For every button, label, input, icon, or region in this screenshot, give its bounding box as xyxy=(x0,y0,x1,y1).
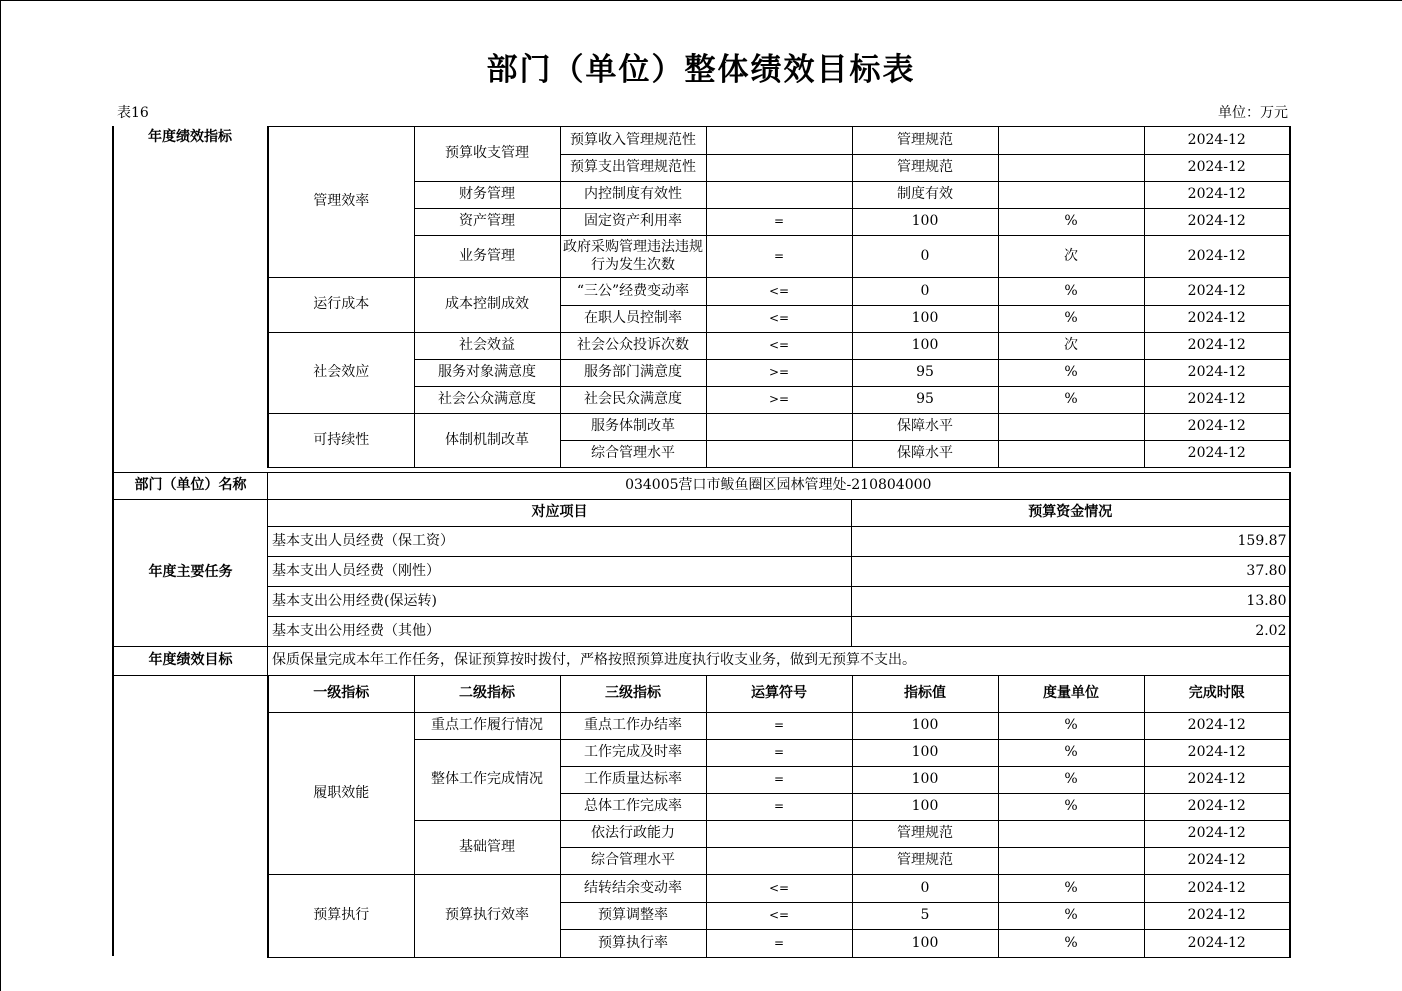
l2-cell: 基础管理 xyxy=(414,821,560,875)
unit-cell: % xyxy=(998,209,1144,236)
deadline-cell: 2024-12 xyxy=(1144,740,1290,767)
task-budget: 2.02 xyxy=(852,617,1290,647)
unit-cell: % xyxy=(998,278,1144,306)
deadline-cell: 2024-12 xyxy=(1144,821,1290,848)
operator-cell: >= xyxy=(706,387,852,414)
deadline-cell: 2024-12 xyxy=(1144,848,1290,875)
l3-cell: 在职人员控制率 xyxy=(560,306,706,333)
l3-cell: 综合管理水平 xyxy=(560,441,706,468)
tasks-header-item: 对应项目 xyxy=(268,500,852,527)
l3-cell: 工作质量达标率 xyxy=(560,767,706,794)
operator-cell xyxy=(706,127,852,155)
unit-cell: 次 xyxy=(998,236,1144,278)
unit-cell: % xyxy=(998,306,1144,333)
unit-cell: % xyxy=(998,387,1144,414)
value-cell: 制度有效 xyxy=(852,182,998,209)
bottom-indicator-table xyxy=(267,675,1291,958)
l2-cell: 财务管理 xyxy=(414,182,560,209)
unit-cell xyxy=(998,127,1144,155)
l3-cell: 工作完成及时率 xyxy=(560,740,706,767)
l3-cell: 综合管理水平 xyxy=(560,848,706,875)
value-cell: 管理规范 xyxy=(852,155,998,182)
l3-cell: 重点工作办结率 xyxy=(560,713,706,740)
l3-cell: 预算收入管理规范性 xyxy=(560,127,706,155)
operator-cell: = xyxy=(706,740,852,767)
unit-label: 单位：万元 xyxy=(1218,105,1288,121)
annual-goal-text: 保质保量完成本年工作任务，保证预算按时拨付，严格按照预算进度执行收支业务，做到无预算不支出。 xyxy=(268,647,1290,676)
value-cell: 5 xyxy=(852,903,998,930)
dept-name-label: 部门（单位）名称 xyxy=(114,473,268,500)
value-cell: 0 xyxy=(852,236,998,278)
value-cell: 管理规范 xyxy=(852,848,998,875)
l3-cell: 总体工作完成率 xyxy=(560,794,706,821)
task-budget: 37.80 xyxy=(852,557,1290,587)
unit-cell: % xyxy=(998,740,1144,767)
task-budget: 159.87 xyxy=(852,527,1290,557)
l3-cell: 服务体制改革 xyxy=(560,414,706,441)
header-value: 指标值 xyxy=(852,676,998,713)
l2-cell: 成本控制成效 xyxy=(414,278,560,333)
value-cell: 100 xyxy=(852,333,998,360)
deadline-cell: 2024-12 xyxy=(1144,875,1290,903)
l1-cell: 可持续性 xyxy=(268,414,414,468)
operator-cell: = xyxy=(706,930,852,958)
deadline-cell: 2024-12 xyxy=(1144,306,1290,333)
unit-cell: % xyxy=(998,713,1144,740)
operator-cell xyxy=(706,848,852,875)
frame-line-left xyxy=(0,0,1,991)
deadline-cell: 2024-12 xyxy=(1144,794,1290,821)
operator-cell xyxy=(706,155,852,182)
unit-cell xyxy=(998,848,1144,875)
task-item: 基本支出人员经费（保工资） xyxy=(268,527,852,557)
l3-cell: 预算执行率 xyxy=(560,930,706,958)
header-operator: 运算符号 xyxy=(706,676,852,713)
l2-cell: 重点工作履行情况 xyxy=(414,713,560,740)
unit-cell: % xyxy=(998,930,1144,958)
operator-cell xyxy=(706,182,852,209)
value-cell: 管理规范 xyxy=(852,127,998,155)
unit-cell xyxy=(998,441,1144,468)
tasks-header-budget: 预算资金情况 xyxy=(852,500,1290,527)
l3-cell: 结转结余变动率 xyxy=(560,875,706,903)
l3-cell: 预算支出管理规范性 xyxy=(560,155,706,182)
operator-cell: = xyxy=(706,236,852,278)
operator-cell: <= xyxy=(706,278,852,306)
l2-cell: 社会公众满意度 xyxy=(414,387,560,414)
l1-cell: 履职效能 xyxy=(268,713,414,875)
value-cell: 0 xyxy=(852,875,998,903)
l3-cell: 服务部门满意度 xyxy=(560,360,706,387)
task-item: 基本支出公用经费(保运转) xyxy=(268,587,852,617)
l3-cell: 内控制度有效性 xyxy=(560,182,706,209)
operator-cell xyxy=(706,441,852,468)
deadline-cell: 2024-12 xyxy=(1144,360,1290,387)
table-number: 表16 xyxy=(117,105,149,121)
deadline-cell: 2024-12 xyxy=(1144,903,1290,930)
operator-cell: <= xyxy=(706,903,852,930)
operator-cell: = xyxy=(706,794,852,821)
task-item: 基本支出人员经费（刚性） xyxy=(268,557,852,587)
unit-cell: % xyxy=(998,360,1144,387)
header-level2: 二级指标 xyxy=(414,676,560,713)
deadline-cell: 2024-12 xyxy=(1144,127,1290,155)
value-cell: 100 xyxy=(852,794,998,821)
l1-cell: 社会效应 xyxy=(268,333,414,414)
dept-name-value: 034005营口市鲅鱼圈区园林管理处-210804000 xyxy=(268,473,1290,500)
unit-cell xyxy=(998,182,1144,209)
value-cell: 保障水平 xyxy=(852,414,998,441)
deadline-cell: 2024-12 xyxy=(1144,182,1290,209)
value-cell: 100 xyxy=(852,767,998,794)
l2-cell: 整体工作完成情况 xyxy=(414,740,560,821)
unit-cell: % xyxy=(998,794,1144,821)
task-item: 基本支出公用经费（其他） xyxy=(268,617,852,647)
deadline-cell: 2024-12 xyxy=(1144,414,1290,441)
l3-cell: 依法行政能力 xyxy=(560,821,706,848)
deadline-cell: 2024-12 xyxy=(1144,713,1290,740)
l1-cell: 管理效率 xyxy=(268,127,414,278)
dept-info-table xyxy=(113,472,1291,676)
page-title: 部门（单位）整体绩效目标表 xyxy=(486,52,916,88)
l3-cell: 预算调整率 xyxy=(560,903,706,930)
operator-cell: <= xyxy=(706,306,852,333)
operator-cell: <= xyxy=(706,333,852,360)
l2-cell: 社会效益 xyxy=(414,333,560,360)
value-cell: 管理规范 xyxy=(852,821,998,848)
l3-cell: 固定资产利用率 xyxy=(560,209,706,236)
unit-cell: % xyxy=(998,767,1144,794)
main-tasks-label: 年度主要任务 xyxy=(114,500,268,647)
l2-cell: 预算收支管理 xyxy=(414,127,560,182)
deadline-cell: 2024-12 xyxy=(1144,155,1290,182)
header-unit: 度量单位 xyxy=(998,676,1144,713)
l2-cell: 体制机制改革 xyxy=(414,414,560,468)
value-cell: 95 xyxy=(852,360,998,387)
task-budget: 13.80 xyxy=(852,587,1290,617)
deadline-cell: 2024-12 xyxy=(1144,333,1290,360)
operator-cell: = xyxy=(706,713,852,740)
unit-cell: 次 xyxy=(998,333,1144,360)
l3-cell: 政府采购管理违法违规行为发生次数 xyxy=(560,236,706,278)
operator-cell xyxy=(706,414,852,441)
unit-cell: % xyxy=(998,903,1144,930)
operator-cell: = xyxy=(706,209,852,236)
header-level1: 一级指标 xyxy=(268,676,414,713)
l1-cell: 运行成本 xyxy=(268,278,414,333)
top-indicator-table xyxy=(267,126,1291,468)
operator-cell xyxy=(706,821,852,848)
deadline-cell: 2024-12 xyxy=(1144,930,1290,958)
value-cell: 100 xyxy=(852,713,998,740)
value-cell: 保障水平 xyxy=(852,441,998,468)
l3-cell: “三公”经费变动率 xyxy=(560,278,706,306)
unit-cell xyxy=(998,155,1144,182)
value-cell: 100 xyxy=(852,740,998,767)
operator-cell: >= xyxy=(706,360,852,387)
l2-cell: 预算执行效率 xyxy=(414,875,560,958)
deadline-cell: 2024-12 xyxy=(1144,278,1290,306)
l2-cell: 资产管理 xyxy=(414,209,560,236)
unit-cell: % xyxy=(998,875,1144,903)
unit-cell xyxy=(998,414,1144,441)
header-level3: 三级指标 xyxy=(560,676,706,713)
l2-cell: 业务管理 xyxy=(414,236,560,278)
operator-cell: <= xyxy=(706,875,852,903)
deadline-cell: 2024-12 xyxy=(1144,387,1290,414)
operator-cell: = xyxy=(706,767,852,794)
l3-cell: 社会民众满意度 xyxy=(560,387,706,414)
annual-goal-label: 年度绩效目标 xyxy=(114,647,268,676)
deadline-cell: 2024-12 xyxy=(1144,209,1290,236)
annual-indicators-label: 年度绩效指标 xyxy=(148,129,232,145)
deadline-cell: 2024-12 xyxy=(1144,236,1290,278)
value-cell: 0 xyxy=(852,278,998,306)
deadline-cell: 2024-12 xyxy=(1144,441,1290,468)
deadline-cell: 2024-12 xyxy=(1144,767,1290,794)
unit-cell xyxy=(998,821,1144,848)
l1-cell: 预算执行 xyxy=(268,875,414,958)
value-cell: 100 xyxy=(852,306,998,333)
value-cell: 100 xyxy=(852,209,998,236)
l2-cell: 服务对象满意度 xyxy=(414,360,560,387)
l3-cell: 社会公众投诉次数 xyxy=(560,333,706,360)
header-deadline: 完成时限 xyxy=(1144,676,1290,713)
value-cell: 100 xyxy=(852,930,998,958)
frame-line-top xyxy=(0,0,1402,1)
value-cell: 95 xyxy=(852,387,998,414)
